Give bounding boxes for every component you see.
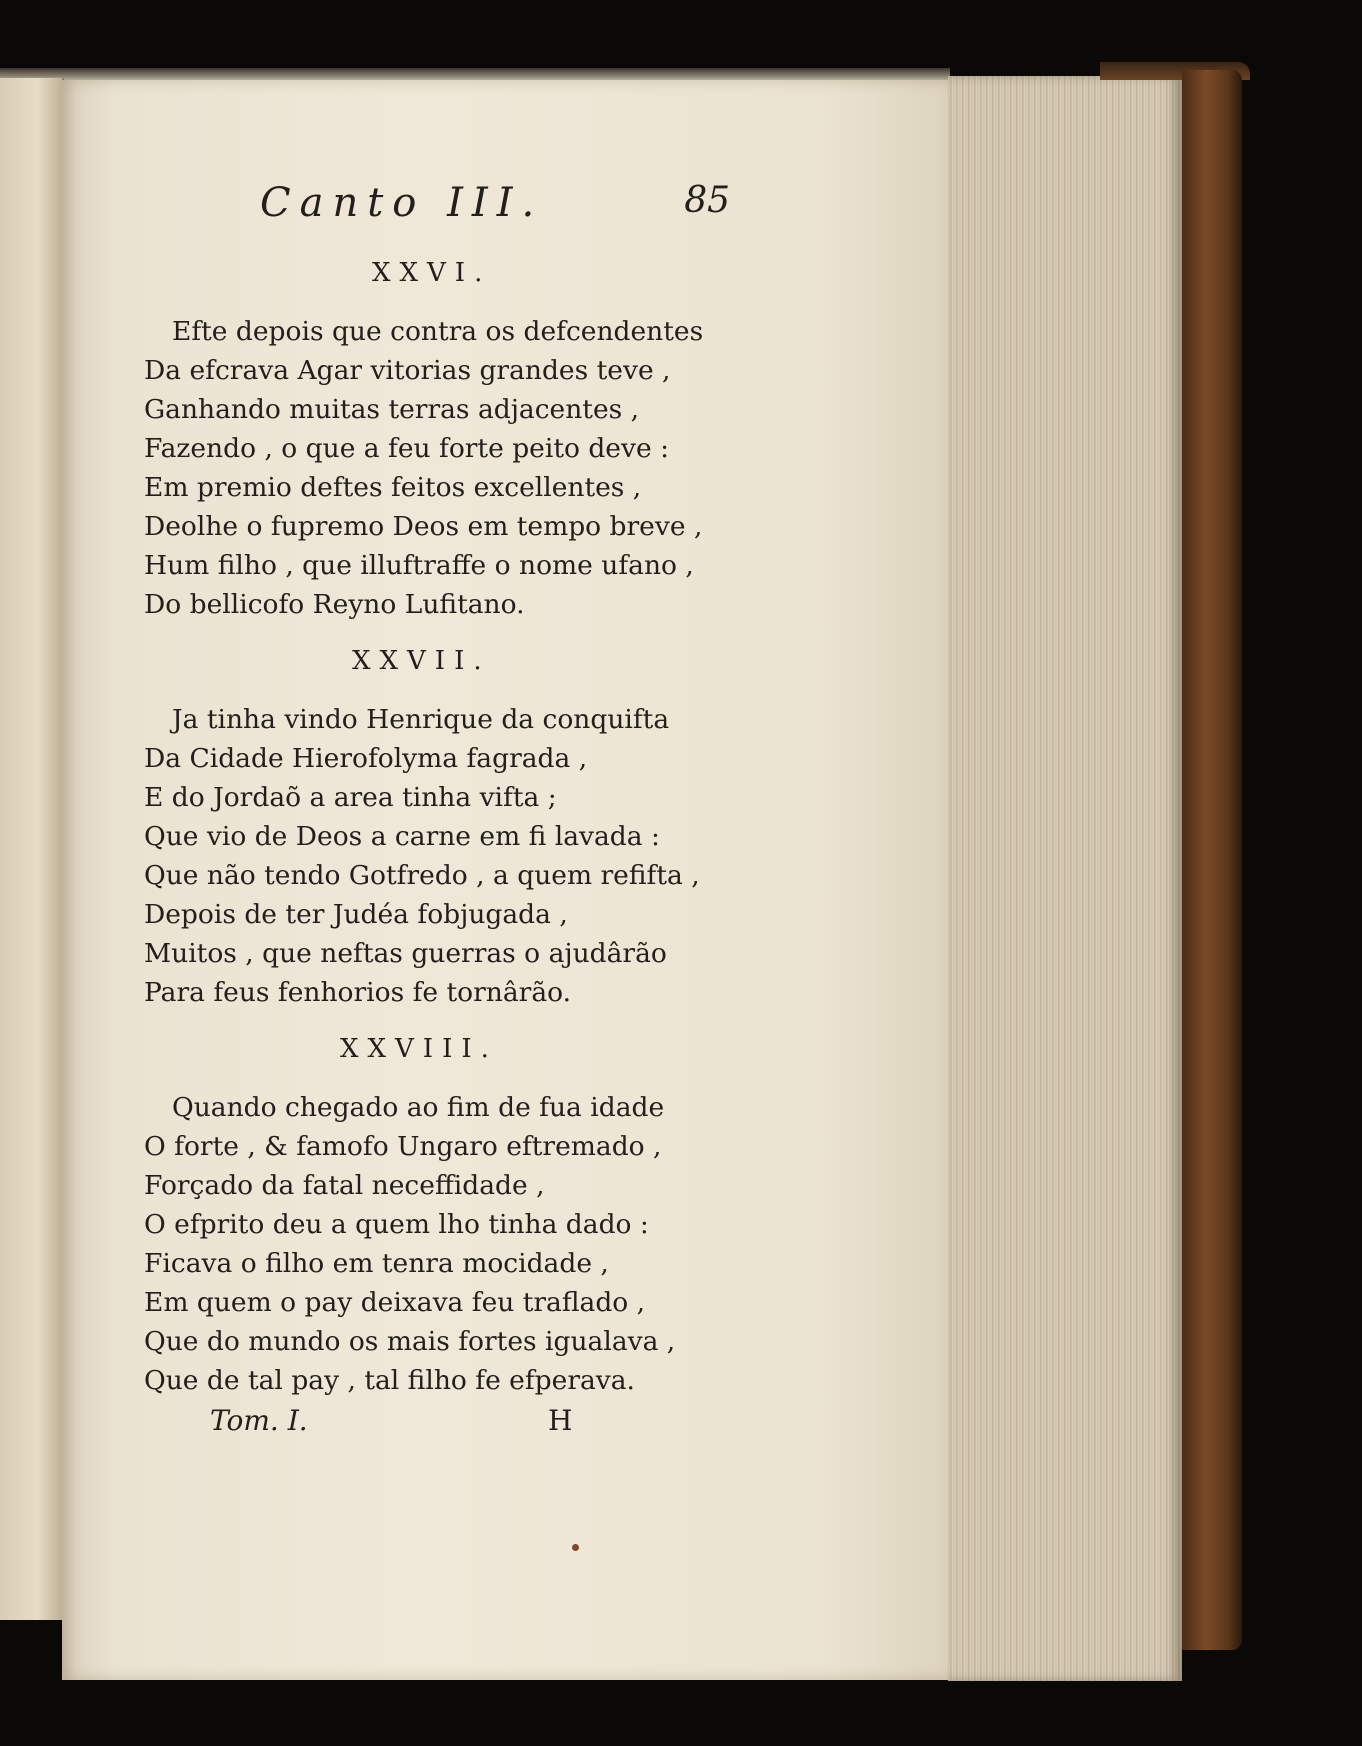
stanza-number: XXVIII. (340, 1034, 498, 1064)
verse-line: Do bellicofo Reyno Lufitano. (144, 589, 525, 620)
verse-line: Deolhe o fupremo Deos em tempo breve , (144, 511, 703, 542)
verse-line: Ganhando muitas terras adjacentes , (144, 394, 640, 425)
running-head: Canto III. (260, 180, 544, 226)
verse-line: E do Jordaõ a area tinha vifta ; (144, 782, 557, 813)
stanza (144, 700, 734, 1012)
verse-line: Ficava o filho em tenra mocidade , (144, 1248, 609, 1279)
signature: Tom. I. (210, 1404, 308, 1437)
verse-line: O efprito deu a quem lho tinha dado : (144, 1209, 649, 1240)
stanza (144, 1088, 734, 1400)
verse-line: Forçado da fatal neceffidade , (144, 1170, 545, 1201)
verse-line: Em premio deftes feitos excellentes , (144, 472, 642, 503)
verse-line: Hum filho , que illuftraffe o nome ufano , (144, 550, 694, 581)
verse-line: Que de tal pay , tal filho fe efperava. (144, 1365, 635, 1396)
verse-line: Em quem o pay deixava feu traflado , (144, 1287, 646, 1318)
verse-line: Ja tinha vindo Henrique da conquifta (172, 704, 670, 735)
verse-line: Fazendo , o que a feu forte peito deve : (144, 433, 669, 464)
verse-line: Que não tendo Gotfredo , a quem refifta , (144, 860, 700, 891)
stanza-number: XXVII. (352, 646, 491, 676)
verse-line: Que vio de Deos a carne em fi lavada : (144, 821, 660, 852)
facing-page-sliver (0, 78, 64, 1620)
verse-line: Para feus fenhorios fe tornârão. (144, 977, 572, 1008)
gathering-mark: H (548, 1404, 573, 1437)
ink-dot (572, 1544, 579, 1551)
verse-line: Depois de ter Judéa fobjugada , (144, 899, 568, 930)
stanza (144, 312, 734, 624)
verse-line: Da efcrava Agar vitorias grandes teve , (144, 355, 671, 386)
verse-line: Que do mundo os mais fortes igualava , (144, 1326, 676, 1357)
page-header (260, 180, 730, 230)
verse-line: Quando chegado ao fim de fua idade (172, 1092, 665, 1123)
stanza-number: XXVI. (372, 258, 492, 288)
page-edges (948, 76, 1182, 1681)
verse-line: Muitos , que neftas guerras o ajudârão (144, 938, 667, 969)
verse-line: O forte , & famofo Ungaro eftremado , (144, 1131, 662, 1162)
leather-cover (1182, 70, 1242, 1650)
verse-line: Efte depois que contra os defcendentes (172, 316, 704, 347)
verse-line: Da Cidade Hierofolyma fagrada , (144, 743, 588, 774)
page-number: 85 (684, 180, 730, 221)
